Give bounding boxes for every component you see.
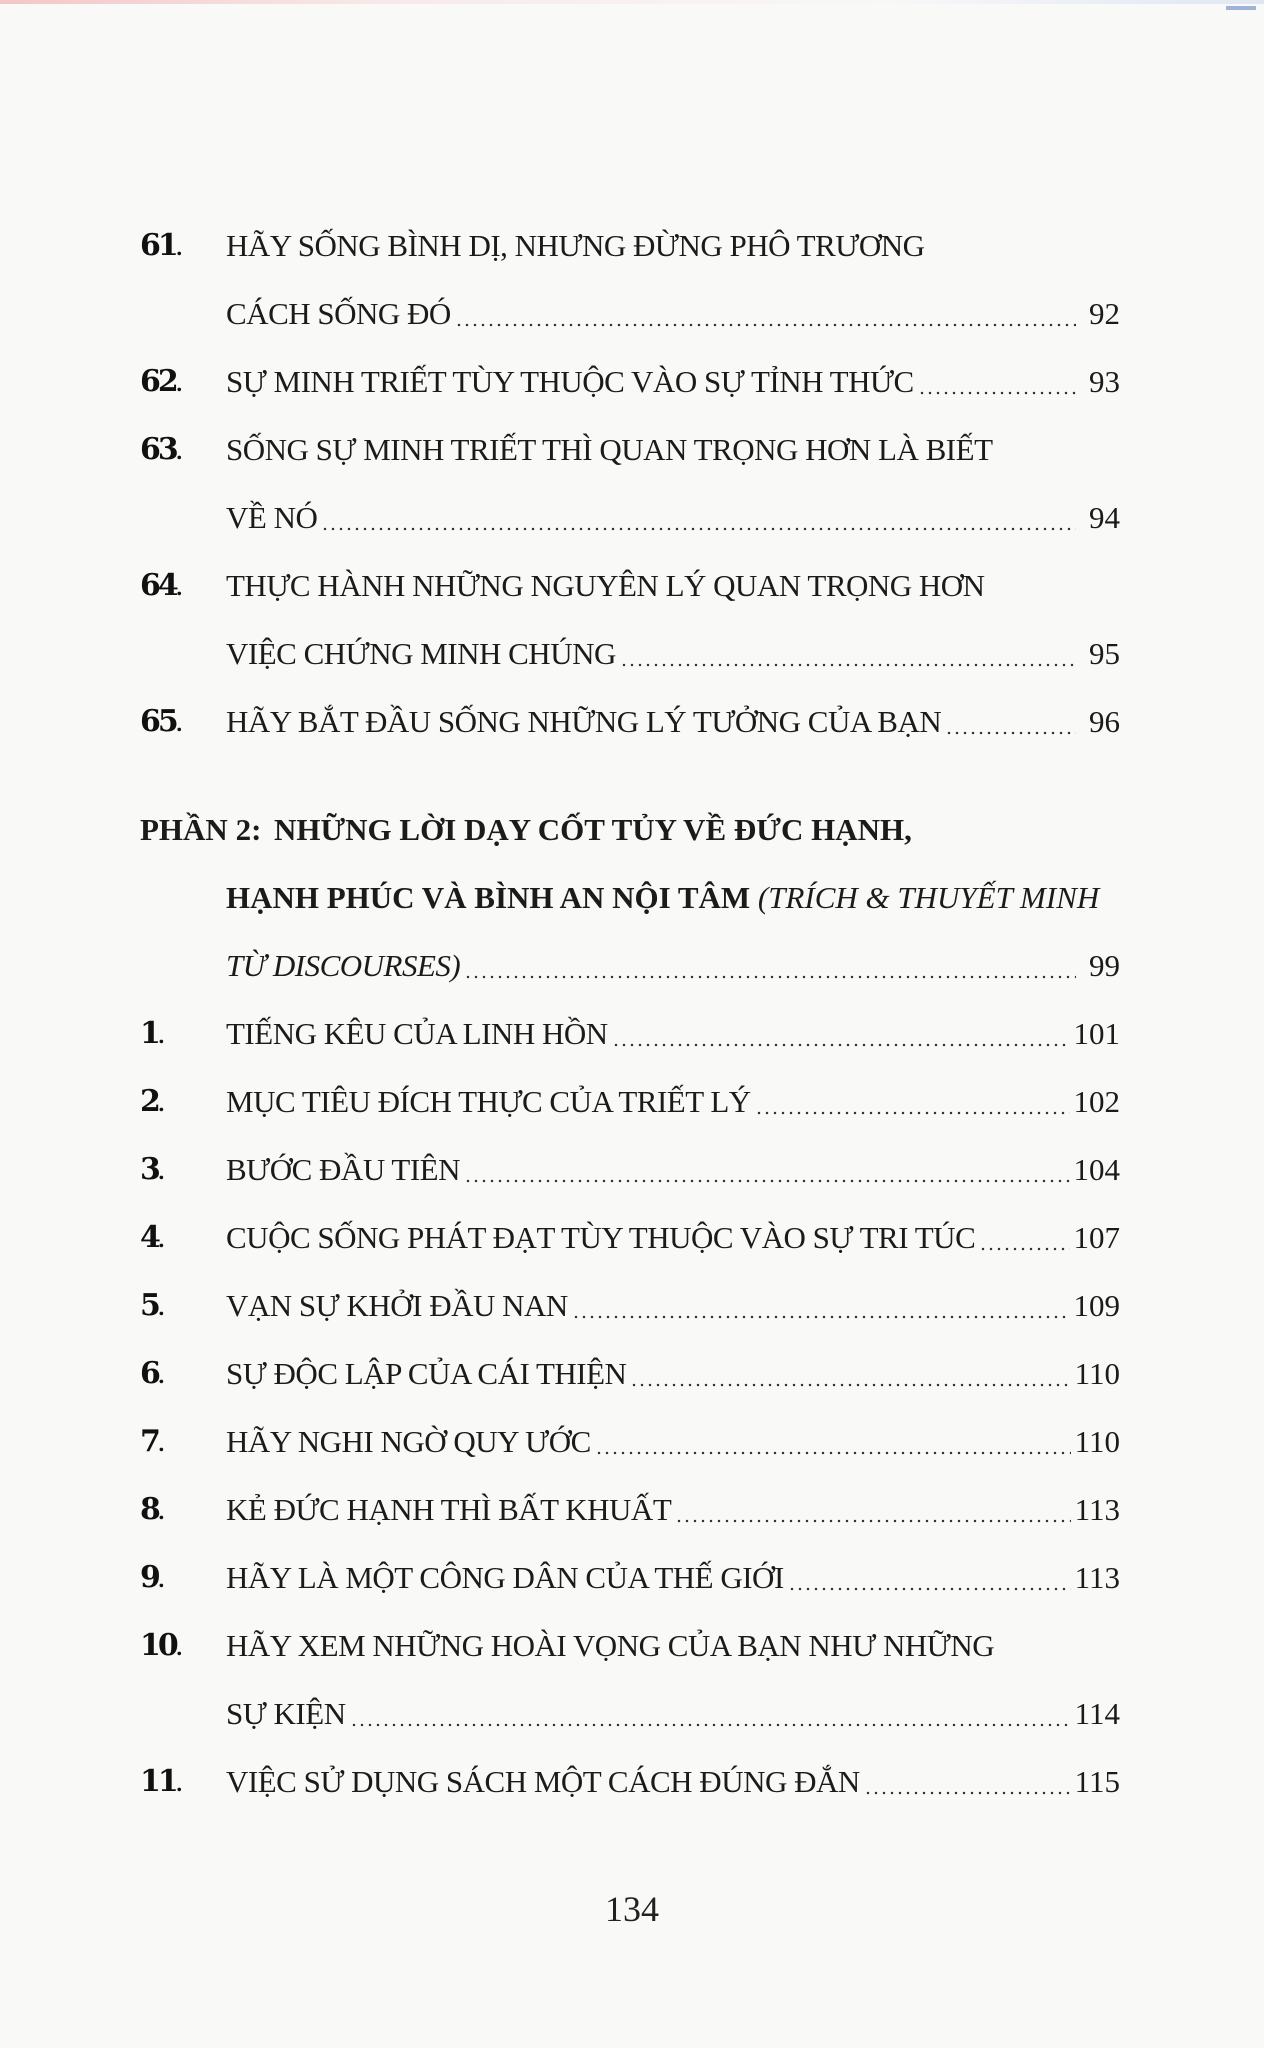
toc-entry-row <box>140 1272 1120 1340</box>
entry-title: CUỘC SỐNG PHÁT ĐẠT TÙY THUỘC VÀO SỰ TRI TÚC <box>226 1220 976 1255</box>
entry-number-dot: . <box>175 1772 183 1796</box>
toc-entry-row <box>140 1000 1120 1068</box>
entry-page-number: 110 <box>1074 1424 1120 1459</box>
entry-line <box>226 1544 1120 1612</box>
dot-leader <box>612 1043 1070 1047</box>
entry-title: CÁCH SỐNG ĐÓ <box>226 296 451 331</box>
entry-number-dot: . <box>157 1296 165 1320</box>
entry-number: 64. <box>140 568 183 603</box>
entry-title: VỀ NÓ <box>226 500 318 535</box>
toc-entry-row <box>140 620 1120 688</box>
entry-number: 4. <box>140 1220 165 1255</box>
entry-number-dot: . <box>157 1500 165 1524</box>
entry-title: KẺ ĐỨC HẠNH THÌ BẤT KHUẤT <box>226 1492 672 1527</box>
entry-number: 7. <box>140 1424 165 1459</box>
entry-page-number: 115 <box>1074 1764 1120 1799</box>
entry-number-dot: . <box>175 236 183 260</box>
toc-entry-row <box>140 1476 1120 1544</box>
entry-number: 10. <box>140 1628 183 1663</box>
entry-number: 5. <box>140 1288 165 1323</box>
toc-section-part2 <box>140 1000 1120 1816</box>
entry-number: 62. <box>140 364 183 399</box>
entry-number-dot: . <box>175 712 183 736</box>
entry-number: 63. <box>140 432 183 467</box>
entry-number: 3. <box>140 1152 165 1187</box>
toc-entry-row <box>140 348 1120 416</box>
entry-title: VẠN SỰ KHỞI ĐẦU NAN <box>226 1288 568 1323</box>
entry-page-number: 92 <box>1089 296 1120 331</box>
part-subtitle-end: TỪ DISCOURSES) <box>226 948 461 983</box>
part-title-line1: NHỮNG LỜI DẠY CỐT TỦY VỀ ĐỨC HẠNH, <box>274 812 912 847</box>
dot-leader <box>572 1315 1070 1319</box>
entry-line <box>226 348 1120 416</box>
entry-page-number: 102 <box>1073 1084 1120 1119</box>
entry-number: 6. <box>140 1356 165 1391</box>
table-of-contents <box>140 212 1120 1816</box>
entry-number-dot: . <box>157 1432 165 1456</box>
entry-title: HÃY LÀ MỘT CÔNG DÂN CỦA THẾ GIỚI <box>226 1560 784 1595</box>
entry-number-dot: . <box>157 1228 165 1252</box>
part-page-number: 99 <box>1089 948 1120 983</box>
part-heading <box>140 796 1120 1000</box>
entry-number-dot: . <box>175 576 183 600</box>
entry-line <box>226 1136 1120 1204</box>
toc-entry-row <box>140 212 1120 280</box>
entry-line <box>226 1272 1120 1340</box>
dot-leader <box>595 1451 1071 1455</box>
entry-line <box>226 416 1120 484</box>
dot-leader <box>675 1519 1070 1523</box>
entry-number: 2. <box>140 1084 165 1119</box>
toc-entry-row <box>140 1068 1120 1136</box>
toc-entry-row <box>140 1204 1120 1272</box>
entry-number-dot: . <box>157 1568 165 1592</box>
toc-entry-row <box>140 1408 1120 1476</box>
entry-title: HÃY BẮT ĐẦU SỐNG NHỮNG LÝ TƯỞNG CỦA BẠN <box>226 704 942 739</box>
entry-title: THỰC HÀNH NHỮNG NGUYÊN LÝ QUAN TRỌNG HƠN <box>226 568 985 603</box>
entry-title: SỰ KIỆN <box>226 1696 346 1731</box>
entry-page-number: 113 <box>1074 1560 1120 1595</box>
toc-entry-row <box>140 1136 1120 1204</box>
entry-line <box>226 484 1120 552</box>
entry-title: SỐNG SỰ MINH TRIẾT THÌ QUAN TRỌNG HƠN LÀ BIẾT <box>226 432 993 467</box>
toc-entry-row <box>140 484 1120 552</box>
entry-number: 1. <box>140 1016 165 1051</box>
toc-entry-row <box>140 1612 1120 1680</box>
entry-title: HÃY SỐNG BÌNH DỊ, NHƯNG ĐỪNG PHÔ TRƯƠNG <box>226 228 925 263</box>
dot-leader <box>455 323 1076 327</box>
entry-title: VIỆC SỬ DỤNG SÁCH MỘT CÁCH ĐÚNG ĐẮN <box>226 1764 860 1799</box>
toc-entry-row <box>140 688 1120 756</box>
entry-page-number: 113 <box>1074 1492 1120 1527</box>
entry-page-number: 109 <box>1073 1288 1120 1323</box>
entry-line <box>226 620 1120 688</box>
entry-number-dot: . <box>175 372 183 396</box>
entry-number: 11. <box>140 1764 183 1799</box>
entry-line <box>226 1748 1120 1816</box>
entry-page-number: 104 <box>1073 1152 1120 1187</box>
toc-entry-row <box>140 416 1120 484</box>
entry-page-number: 96 <box>1089 704 1120 739</box>
entry-title: SỰ ĐỘC LẬP CỦA CÁI THIỆN <box>226 1356 627 1391</box>
scan-edge <box>0 0 1264 4</box>
entry-title: MỤC TIÊU ĐÍCH THỰC CỦA TRIẾT LÝ <box>226 1084 751 1119</box>
entry-line <box>226 1408 1120 1476</box>
part-subtitle: (TRÍCH & THUYẾT MINH <box>757 880 1100 915</box>
dot-leader <box>321 527 1076 531</box>
entry-line <box>226 688 1120 756</box>
entry-line <box>226 212 1120 280</box>
page-number: 134 <box>605 1889 659 1929</box>
entry-line <box>226 1612 1120 1680</box>
toc-entry-row <box>140 1748 1120 1816</box>
entry-title: VIỆC CHỨNG MINH CHÚNG <box>226 636 616 671</box>
dot-leader <box>788 1587 1071 1591</box>
entry-page-number: 101 <box>1073 1016 1120 1051</box>
entry-line <box>226 280 1120 348</box>
entry-line <box>226 1476 1120 1544</box>
part-title-line2: HẠNH PHÚC VÀ BÌNH AN NỘI TÂM (TRÍCH & THUYẾT MINH <box>226 880 1100 915</box>
entry-number: 65. <box>140 704 183 739</box>
dot-leader <box>979 1247 1069 1251</box>
dot-leader <box>918 391 1076 395</box>
entry-number-dot: . <box>157 1364 165 1388</box>
entry-page-number: 93 <box>1089 364 1120 399</box>
entry-page-number: 95 <box>1089 636 1120 671</box>
dot-leader <box>620 663 1076 667</box>
entry-number: 9. <box>140 1560 165 1595</box>
entry-title: HÃY NGHI NGỜ QUY ƯỚC <box>226 1424 591 1459</box>
entry-number-dot: . <box>175 1636 183 1660</box>
dot-leader <box>464 1179 1070 1183</box>
toc-entry-row <box>140 1680 1120 1748</box>
dot-leader <box>350 1723 1071 1727</box>
entry-page-number: 110 <box>1074 1356 1120 1391</box>
toc-entry-row <box>140 1544 1120 1612</box>
entry-title: BƯỚC ĐẦU TIÊN <box>226 1152 460 1187</box>
entry-line <box>226 1068 1120 1136</box>
entry-line <box>226 1680 1120 1748</box>
entry-line <box>226 552 1120 620</box>
dot-leader <box>464 975 1076 979</box>
entry-page-number: 107 <box>1073 1220 1120 1255</box>
scan-mark <box>1226 6 1256 10</box>
dot-leader <box>755 1111 1070 1115</box>
entry-number: 61. <box>140 228 183 263</box>
entry-page-number: 94 <box>1089 500 1120 535</box>
dot-leader <box>864 1791 1071 1795</box>
part-label: PHẦN 2: <box>140 812 262 847</box>
entry-title: HÃY XEM NHỮNG HOÀI VỌNG CỦA BẠN NHƯ NHỮNG <box>226 1628 995 1663</box>
entry-number-dot: . <box>175 440 183 464</box>
entry-number-dot: . <box>157 1024 165 1048</box>
entry-line <box>226 1204 1120 1272</box>
entry-page-number: 114 <box>1074 1696 1120 1731</box>
toc-section-part1 <box>140 212 1120 756</box>
dot-leader <box>945 731 1076 735</box>
toc-entry-row <box>140 552 1120 620</box>
entry-line <box>226 1000 1120 1068</box>
entry-number-dot: . <box>157 1092 165 1116</box>
entry-number-dot: . <box>157 1160 165 1184</box>
dot-leader <box>630 1383 1070 1387</box>
entry-title: SỰ MINH TRIẾT TÙY THUỘC VÀO SỰ TỈNH THỨC <box>226 364 914 399</box>
entry-title: TIẾNG KÊU CỦA LINH HỒN <box>226 1016 608 1051</box>
entry-line <box>226 1340 1120 1408</box>
toc-entry-row <box>140 1340 1120 1408</box>
part-title-line3 <box>226 932 1120 1000</box>
toc-entry-row <box>140 280 1120 348</box>
entry-number: 8. <box>140 1492 165 1527</box>
